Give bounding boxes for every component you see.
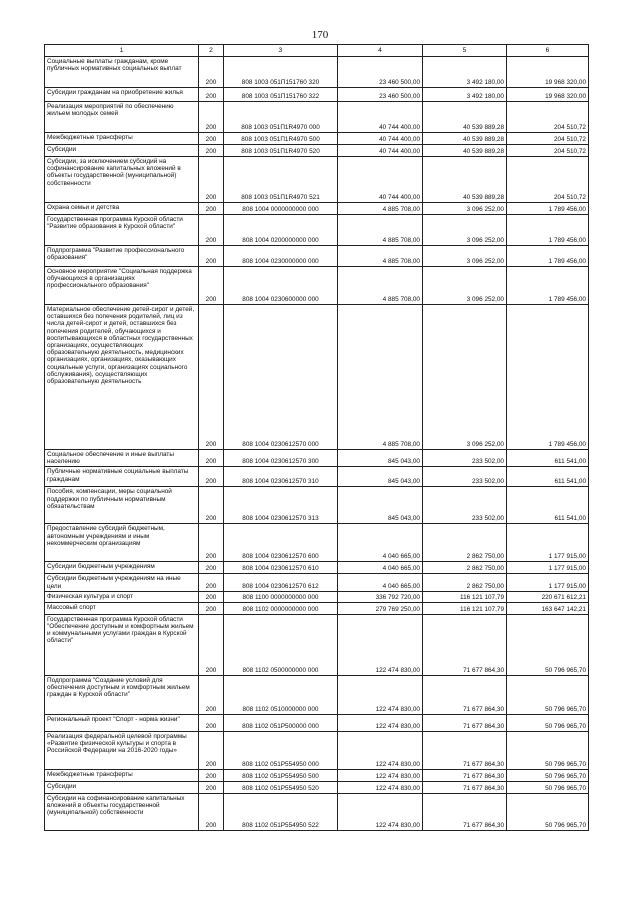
row-approved-amount-cell: 40 744 400,00 [338, 102, 423, 133]
row-executed-amount-cell: 40 539 889,28 [423, 157, 507, 203]
header-cell: 6 [507, 45, 589, 57]
row-approved-amount-cell: 122 474 830,00 [338, 675, 423, 714]
row-code-line-cell: 200 [199, 450, 224, 467]
row-name-cell: Материальное обеспечение детей-сирот и детей, оставшихся без попечения родителей, лиц из числа детей-сирот и детей, оставшихся без попечения родителей, обучающихся и воспитывающихся в областных государственных организациях, осуществляющих образовательную деятельность, медицинских организациях, организациях, оказывающих социальные услуги, организациях социального обслуживания), осуществляющих образовательную деятельность [45, 305, 199, 450]
row-code-line-cell: 200 [199, 203, 224, 215]
row-unexecuted-amount-cell: 1 177 915,00 [507, 524, 589, 562]
row-unexecuted-amount-cell: 611 541,00 [507, 450, 589, 467]
table-row [45, 793, 589, 830]
row-name-cell: Государственная программа Курской области "Развитие образования в Курской области" [45, 215, 199, 246]
row-budget-code-cell: 808 1102 051P554950 500 [224, 769, 338, 781]
table-row [45, 467, 589, 487]
row-approved-amount-cell: 40 744 400,00 [338, 133, 423, 145]
table-row [45, 246, 589, 267]
header-cell: 2 [199, 45, 224, 57]
row-executed-amount-cell: 3 096 252,00 [423, 203, 507, 215]
row-budget-code-cell: 808 1004 0230612570 300 [224, 450, 338, 467]
row-approved-amount-cell: 845 043,00 [338, 467, 423, 487]
row-budget-code-cell: 808 1004 0230000000 000 [224, 246, 338, 267]
row-name-cell: Субсидии на софинансирование капитальных вложений в объекты государственной (муниципальной) собственности [45, 793, 199, 830]
row-unexecuted-amount-cell: 204 510,72 [507, 102, 589, 133]
row-budget-code-cell: 808 1004 0000000000 000 [224, 203, 338, 215]
row-budget-code-cell: 808 1003 051П1R4970 521 [224, 157, 338, 203]
row-executed-amount-cell: 3 096 252,00 [423, 305, 507, 450]
row-executed-amount-cell: 40 539 889,28 [423, 133, 507, 145]
row-code-line-cell: 200 [199, 467, 224, 487]
row-approved-amount-cell: 845 043,00 [338, 487, 423, 524]
table-row [45, 145, 589, 157]
row-budget-code-cell: 808 1004 0230612570 610 [224, 562, 338, 574]
table-row [45, 769, 589, 781]
row-approved-amount-cell: 4 885 708,00 [338, 215, 423, 246]
row-executed-amount-cell: 233 502,00 [423, 487, 507, 524]
row-code-line-cell: 200 [199, 157, 224, 203]
row-executed-amount-cell: 71 677 864,30 [423, 731, 507, 769]
row-unexecuted-amount-cell: 611 541,00 [507, 487, 589, 524]
row-executed-amount-cell: 233 502,00 [423, 467, 507, 487]
row-code-line-cell: 200 [199, 781, 224, 793]
table-row [45, 133, 589, 145]
row-executed-amount-cell: 3 096 252,00 [423, 267, 507, 305]
row-code-line-cell: 200 [199, 88, 224, 102]
row-code-line-cell: 200 [199, 133, 224, 145]
row-code-line-cell: 200 [199, 614, 224, 675]
row-budget-code-cell: 808 1003 051П1R4970 500 [224, 133, 338, 145]
row-executed-amount-cell: 71 677 864,30 [423, 614, 507, 675]
header-cell: 5 [423, 45, 507, 57]
row-executed-amount-cell: 71 677 864,30 [423, 793, 507, 830]
row-unexecuted-amount-cell: 19 968 320,00 [507, 88, 589, 102]
row-budget-code-cell: 808 1102 051P554950 000 [224, 731, 338, 769]
row-budget-code-cell: 808 1102 0000000000 000 [224, 602, 338, 614]
header-cell: 1 [45, 45, 199, 57]
row-budget-code-cell: 808 1100 0000000000 000 [224, 591, 338, 602]
row-budget-code-cell: 808 1004 0230612570 612 [224, 574, 338, 591]
row-name-cell: Основное мероприятие "Социальная поддержка обучающихся в организациях профессионального образования" [45, 267, 199, 305]
row-unexecuted-amount-cell: 611 541,00 [507, 467, 589, 487]
row-executed-amount-cell: 40 539 889,28 [423, 102, 507, 133]
row-name-cell: Субсидии бюджетным учреждениям [45, 562, 199, 574]
table-row [45, 591, 589, 602]
budget-table [44, 44, 589, 831]
row-code-line-cell: 200 [199, 102, 224, 133]
row-budget-code-cell: 808 1004 0200000000 000 [224, 215, 338, 246]
row-budget-code-cell: 808 1004 0230612570 310 [224, 467, 338, 487]
row-unexecuted-amount-cell: 50 796 965,70 [507, 731, 589, 769]
row-name-cell: Предоставление субсидий бюджетным, автономным учреждениям и иным некоммерческим организациям [45, 524, 199, 562]
table-row [45, 781, 589, 793]
row-code-line-cell: 200 [199, 769, 224, 781]
table-row [45, 524, 589, 562]
row-budget-code-cell: 808 1003 051П1R4970 520 [224, 145, 338, 157]
row-approved-amount-cell: 4 885 708,00 [338, 305, 423, 450]
row-approved-amount-cell: 336 792 720,00 [338, 591, 423, 602]
row-unexecuted-amount-cell: 204 510,72 [507, 157, 589, 203]
row-approved-amount-cell: 40 744 400,00 [338, 157, 423, 203]
row-name-cell: Охрана семьи и детства [45, 203, 199, 215]
header-row [45, 45, 589, 57]
table-row [45, 487, 589, 524]
header-cell: 4 [338, 45, 423, 57]
row-approved-amount-cell: 122 474 830,00 [338, 731, 423, 769]
row-executed-amount-cell: 3 492 180,00 [423, 57, 507, 88]
row-unexecuted-amount-cell: 50 796 965,70 [507, 781, 589, 793]
table-row [45, 102, 589, 133]
row-code-line-cell: 200 [199, 57, 224, 88]
row-name-cell: Субсидии, за исключением субсидий на софинансирование капитальных вложений в объекты государственной (муниципальной) собственности [45, 157, 199, 203]
row-code-line-cell: 200 [199, 487, 224, 524]
table-row [45, 157, 589, 203]
row-unexecuted-amount-cell: 1 789 456,00 [507, 267, 589, 305]
page-number: 170 [311, 29, 329, 41]
row-code-line-cell: 200 [199, 602, 224, 614]
row-approved-amount-cell: 122 474 830,00 [338, 614, 423, 675]
row-code-line-cell: 200 [199, 731, 224, 769]
row-budget-code-cell: 808 1004 0230612570 313 [224, 487, 338, 524]
row-name-cell: Субсидии бюджетным учреждениям на иные цели [45, 574, 199, 591]
row-approved-amount-cell: 4 040 665,00 [338, 524, 423, 562]
row-name-cell: Региональный проект "Спорт - норма жизни" [45, 714, 199, 731]
row-code-line-cell: 200 [199, 675, 224, 714]
row-budget-code-cell: 808 1004 0230612570 600 [224, 524, 338, 562]
row-approved-amount-cell: 122 474 830,00 [338, 769, 423, 781]
row-unexecuted-amount-cell: 19 968 320,00 [507, 57, 589, 88]
row-budget-code-cell: 808 1004 0230600000 000 [224, 267, 338, 305]
row-executed-amount-cell: 71 677 864,30 [423, 781, 507, 793]
row-name-cell: Реализация федеральной целевой программы «Развитие физической культуры и спорта в Российской Федерации на 2016-2020 годы» [45, 731, 199, 769]
row-approved-amount-cell: 279 769 250,00 [338, 602, 423, 614]
row-name-cell: Межбюджетные трансферты [45, 133, 199, 145]
table-row [45, 574, 589, 591]
row-executed-amount-cell: 40 539 889,28 [423, 145, 507, 157]
row-approved-amount-cell: 4 885 708,00 [338, 267, 423, 305]
row-executed-amount-cell: 3 096 252,00 [423, 215, 507, 246]
row-name-cell: Социальное обеспечение и иные выплаты населению [45, 450, 199, 467]
row-executed-amount-cell: 116 121 107,79 [423, 591, 507, 602]
row-executed-amount-cell: 2 862 750,00 [423, 562, 507, 574]
row-code-line-cell: 200 [199, 305, 224, 450]
row-unexecuted-amount-cell: 50 796 965,70 [507, 675, 589, 714]
row-name-cell: Пособия, компенсации, меры социальной поддержки по публичным нормативным обязательствам [45, 487, 199, 524]
table-row [45, 714, 589, 731]
table-row [45, 215, 589, 246]
row-unexecuted-amount-cell: 1 789 456,00 [507, 203, 589, 215]
row-approved-amount-cell: 122 474 830,00 [338, 714, 423, 731]
row-unexecuted-amount-cell: 1 177 915,00 [507, 574, 589, 591]
row-budget-code-cell: 808 1004 0230612570 000 [224, 305, 338, 450]
row-approved-amount-cell: 845 043,00 [338, 450, 423, 467]
row-unexecuted-amount-cell: 220 671 612,21 [507, 591, 589, 602]
row-name-cell: Массовый спорт [45, 602, 199, 614]
row-executed-amount-cell: 71 677 864,30 [423, 714, 507, 731]
row-executed-amount-cell: 2 862 750,00 [423, 524, 507, 562]
row-code-line-cell: 200 [199, 145, 224, 157]
row-unexecuted-amount-cell: 163 647 142,21 [507, 602, 589, 614]
row-code-line-cell: 200 [199, 714, 224, 731]
row-name-cell: Государственная программа Курской области "Обеспечение доступным и комфортным жильем и коммунальными услугами граждан в Курской области" [45, 614, 199, 675]
row-executed-amount-cell: 3 492 180,00 [423, 88, 507, 102]
row-approved-amount-cell: 4 040 665,00 [338, 574, 423, 591]
row-name-cell: Социальные выплаты гражданам, кроме публичных нормативных социальных выплат [45, 57, 199, 88]
row-approved-amount-cell: 122 474 830,00 [338, 781, 423, 793]
row-executed-amount-cell: 71 677 864,30 [423, 769, 507, 781]
row-name-cell: Субсидии [45, 781, 199, 793]
row-code-line-cell: 200 [199, 246, 224, 267]
row-name-cell: Реализация мероприятий по обеспечению жильем молодых семей [45, 102, 199, 133]
row-budget-code-cell: 808 1003 051П1R4970 000 [224, 102, 338, 133]
row-approved-amount-cell: 40 744 400,00 [338, 145, 423, 157]
row-budget-code-cell: 808 1102 051P554950 522 [224, 793, 338, 830]
row-name-cell: Подпрограмма "Развитие профессионального образования" [45, 246, 199, 267]
row-budget-code-cell: 808 1102 051P500000 000 [224, 714, 338, 731]
row-code-line-cell: 200 [199, 267, 224, 305]
row-approved-amount-cell: 23 460 500,00 [338, 88, 423, 102]
row-code-line-cell: 200 [199, 591, 224, 602]
row-unexecuted-amount-cell: 50 796 965,70 [507, 793, 589, 830]
row-code-line-cell: 200 [199, 562, 224, 574]
row-name-cell: Физическая культура и спорт [45, 591, 199, 602]
table-row [45, 675, 589, 714]
row-name-cell: Межбюджетные трансферты [45, 769, 199, 781]
row-approved-amount-cell: 23 460 500,00 [338, 57, 423, 88]
row-budget-code-cell: 808 1102 0510000000 000 [224, 675, 338, 714]
row-budget-code-cell: 808 1102 0500000000 000 [224, 614, 338, 675]
row-unexecuted-amount-cell: 50 796 965,70 [507, 614, 589, 675]
row-name-cell: Субсидии гражданам на приобретение жилья [45, 88, 199, 102]
row-unexecuted-amount-cell: 1 789 456,00 [507, 305, 589, 450]
table-row [45, 203, 589, 215]
row-name-cell: Субсидии [45, 145, 199, 157]
row-executed-amount-cell: 71 677 864,30 [423, 675, 507, 714]
row-unexecuted-amount-cell: 50 796 965,70 [507, 714, 589, 731]
row-unexecuted-amount-cell: 1 789 456,00 [507, 215, 589, 246]
row-budget-code-cell: 808 1003 051П151760 322 [224, 88, 338, 102]
row-approved-amount-cell: 4 885 708,00 [338, 203, 423, 215]
row-unexecuted-amount-cell: 1 789 456,00 [507, 246, 589, 267]
row-code-line-cell: 200 [199, 215, 224, 246]
row-name-cell: Публичные нормативные социальные выплаты гражданам [45, 467, 199, 487]
row-unexecuted-amount-cell: 1 177 915,00 [507, 562, 589, 574]
table-row [45, 614, 589, 675]
row-budget-code-cell: 808 1003 051П151760 320 [224, 57, 338, 88]
table-row [45, 450, 589, 467]
row-unexecuted-amount-cell: 204 510,72 [507, 133, 589, 145]
table-body [45, 45, 589, 831]
table-row [45, 57, 589, 88]
row-executed-amount-cell: 116 121 107,79 [423, 602, 507, 614]
row-executed-amount-cell: 233 502,00 [423, 450, 507, 467]
row-code-line-cell: 200 [199, 574, 224, 591]
row-code-line-cell: 200 [199, 793, 224, 830]
table-row [45, 731, 589, 769]
row-unexecuted-amount-cell: 204 510,72 [507, 145, 589, 157]
row-executed-amount-cell: 2 862 750,00 [423, 574, 507, 591]
row-budget-code-cell: 808 1102 051P554950 520 [224, 781, 338, 793]
table-row [45, 602, 589, 614]
table-row [45, 88, 589, 102]
row-unexecuted-amount-cell: 50 796 965,70 [507, 769, 589, 781]
row-approved-amount-cell: 122 474 830,00 [338, 793, 423, 830]
table-row [45, 305, 589, 450]
row-name-cell: Подпрограмма "Создание условий для обеспечения доступным и комфортным жильем граждан в Курской области" [45, 675, 199, 714]
table-row [45, 267, 589, 305]
header-cell: 3 [224, 45, 338, 57]
row-approved-amount-cell: 4 885 708,00 [338, 246, 423, 267]
row-code-line-cell: 200 [199, 524, 224, 562]
table-row [45, 562, 589, 574]
row-executed-amount-cell: 3 096 252,00 [423, 246, 507, 267]
row-approved-amount-cell: 4 040 665,00 [338, 562, 423, 574]
